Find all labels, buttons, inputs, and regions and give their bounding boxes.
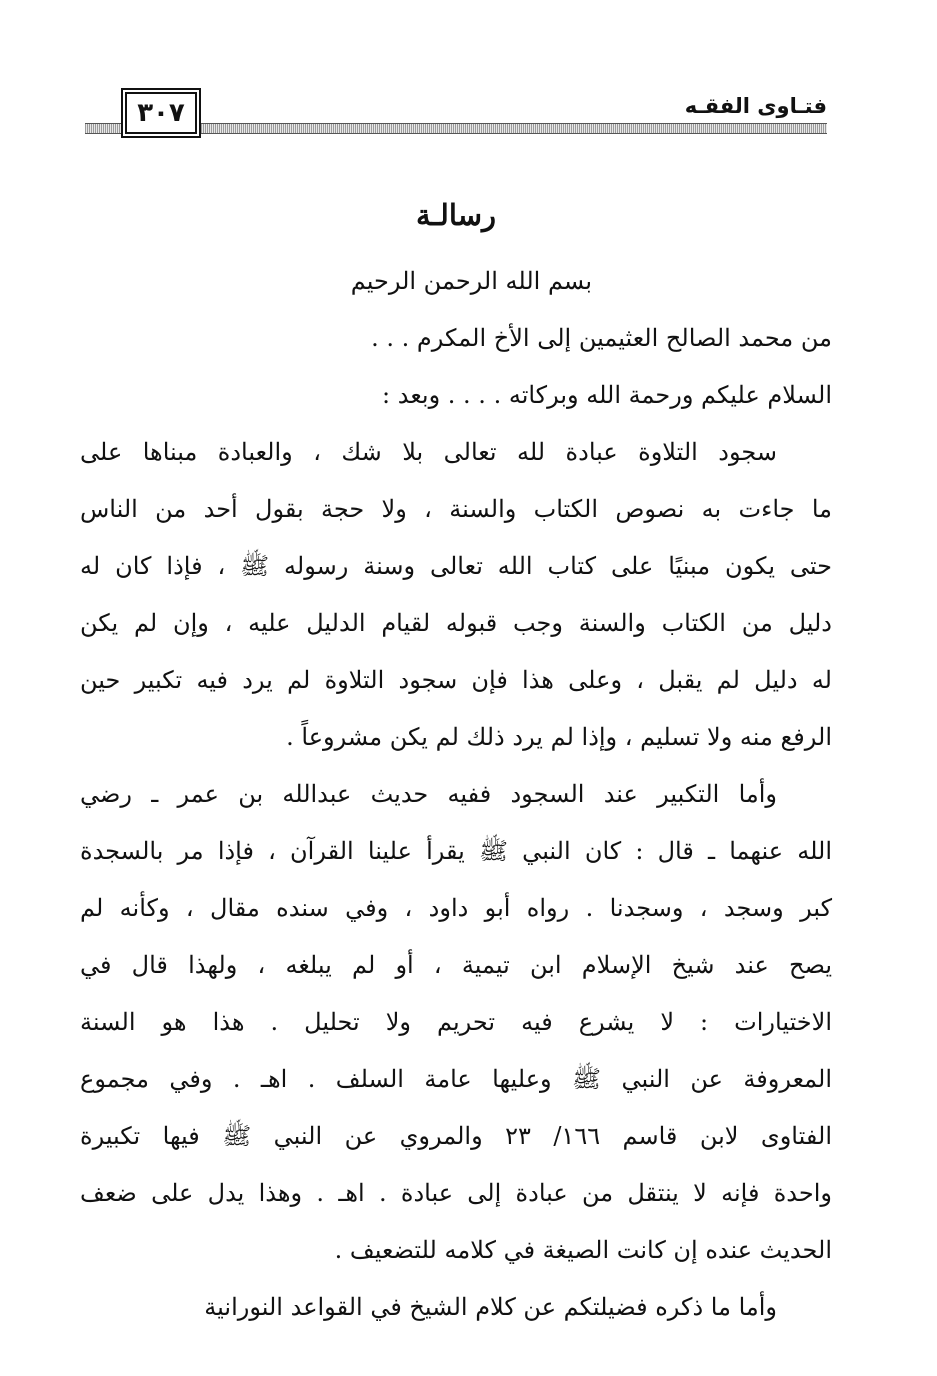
body-line: وأما ما ذكره فضيلتكم عن كلام الشيخ في القواعد النورانية [204, 1293, 777, 1321]
body-line: سجود التلاوة عبادة لله تعالى بلا شك ، والعبادة مبناها على [80, 438, 777, 466]
body-line: الله عنهما ـ قال : كان النبي ﷺ يقرأ علينا القرآن ، فإذا مر بالسجدة [80, 837, 832, 865]
running-header [85, 92, 827, 138]
body-line: يصح عند شيخ الإسلام ابن تيمية ، أو لم يبلغه ، ولهذا قال في [80, 951, 832, 979]
page-number: ٣٠٧ [125, 92, 197, 134]
body-line: واحدة فإنه لا ينتقل من عبادة إلى عبادة . اهـ . وهذا يدل على ضعف [80, 1179, 832, 1207]
from-line: من محمد الصالح العثيمين إلى الأخ المكرم . . . [371, 324, 832, 352]
body-line: له دليل لم يقبل ، وعلى هذا فإن سجود التلاوة لم يرد فيه تكبير حين [80, 666, 832, 694]
book-title: فتـاوى الفقـه [684, 94, 827, 118]
body-line: ما جاءت به نصوص الكتاب والسنة ، ولا حجة بقول أحد من الناس [80, 495, 832, 523]
body-line: الرفع منه ولا تسليم ، وإذا لم يرد ذلك لم يكن مشروعاً . [286, 723, 832, 751]
body-line: الفتاوى لابن قاسم ١٦٦/ ٢٣ والمروي عن النبي ﷺ فيها تكبيرة [80, 1122, 832, 1150]
page-body [80, 185, 832, 1336]
body-line: الاختيارات : لا يشرع فيه تحريم ولا تحليل . هذا هو السنة [80, 1008, 832, 1036]
body-line: كبر وسجد ، وسجدنا . رواه أبو داود ، وفي سنده مقال ، وكأنه لم [80, 894, 832, 922]
body-line: الحديث عنده إن كانت الصيغة في كلامه للتضعيف . [334, 1236, 832, 1264]
basmala: بسم الله الرحمن الرحيم [350, 267, 592, 295]
body-line: وأما التكبير عند السجود ففيه حديث عبدالله بن عمر ـ رضي [80, 780, 777, 808]
body-line: حتى يكون مبنيًا على كتاب الله تعالى وسنة رسوله ﷺ ، فإذا كان له [80, 552, 832, 580]
body-line: المعروفة عن النبي ﷺ وعليها عامة السلف . اهـ . وفي مجموع [80, 1065, 832, 1093]
salam-line: السلام عليكم ورحمة الله وبركاته . . . . وبعد : [382, 381, 832, 409]
letter-heading: رسالـة [415, 198, 497, 232]
body-line: دليل من الكتاب والسنة وجب قبوله لقيام الدليل عليه ، وإن لم يكن [80, 609, 832, 637]
